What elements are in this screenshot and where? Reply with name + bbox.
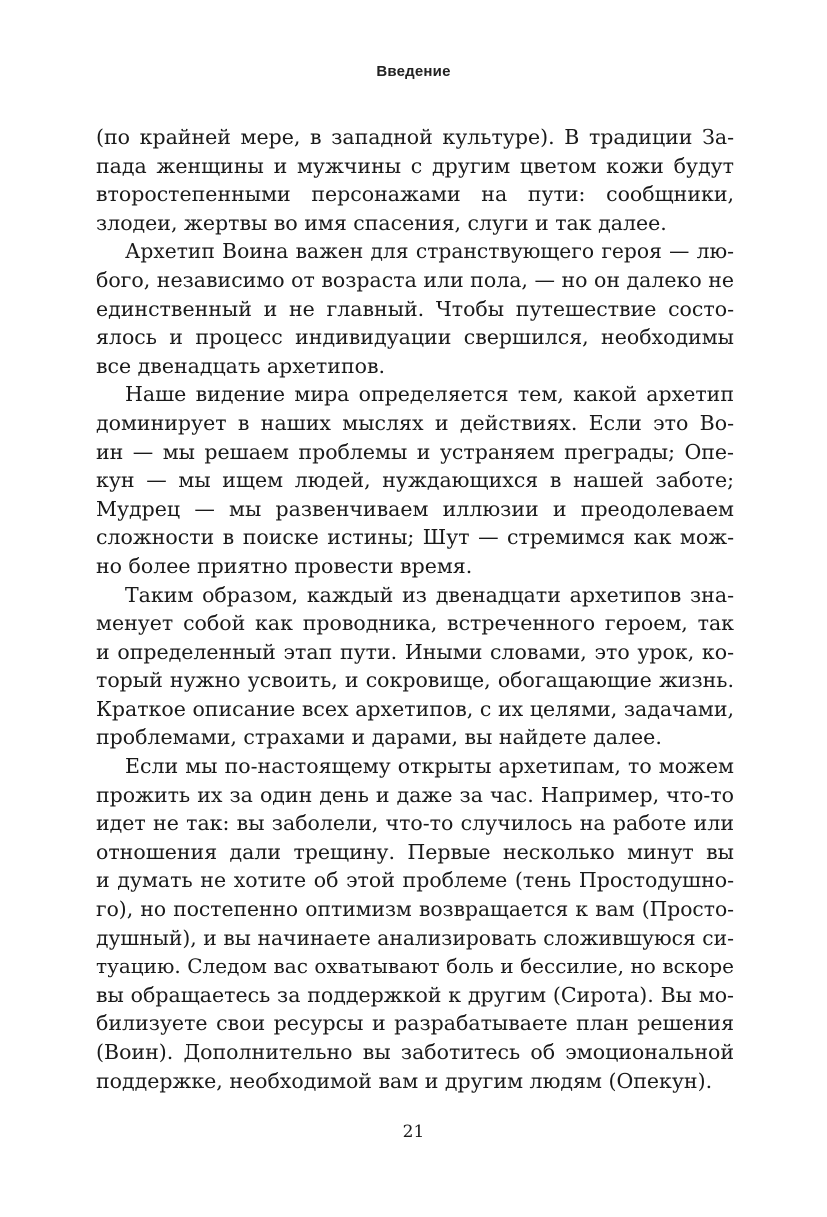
text-line: Краткое описание всех архетипов, с их целями, задачами, [96, 696, 734, 721]
text-line: все двенадцать архетипов. [96, 353, 386, 378]
text-line: душный), и вы начинаете анализировать сложившуюся си- [96, 925, 734, 950]
page-number: 21 [402, 1122, 425, 1142]
text-line: второстепенными персонажами на пути: сообщники, [96, 182, 734, 207]
text-line: и думать не хотите об этой проблеме (тень Простодушно- [96, 868, 734, 893]
text-line: и определенный этап пути. Иными словами, это урок, ко- [96, 639, 734, 664]
text-line: Мудрец — мы развенчиваем иллюзии и преодолеваем [96, 496, 734, 521]
text-line: прожить их за один день и даже за час. Например, что-то [96, 782, 734, 807]
text-line: сложности в поиске истины; Шут — стремимся как мож- [96, 525, 734, 550]
paragraph [96, 237, 734, 380]
running-header: Введение [376, 63, 451, 80]
text-line: билизуете свои ресурсы и разрабатываете план решения [96, 1011, 734, 1036]
text-line: (Воин). Дополнительно вы заботитесь об эмоциональной [96, 1040, 734, 1064]
text-line: единственный и не главный. Чтобы путешествие состо- [96, 296, 734, 321]
text-line: Архетип Воина важен для странствующего героя — лю- [125, 239, 734, 264]
text-line: идет не так: вы заболели, что-то случилось на работе или [96, 811, 734, 836]
text-line: Наше видение мира определяется тем, какой архетип [125, 382, 734, 407]
text-line: проблемами, страхами и дарами, вы найдете далее. [96, 725, 662, 750]
paragraph [96, 123, 734, 237]
text-line: менует собой как проводника, встреченного героем, так [96, 611, 734, 636]
paragraph [96, 380, 734, 580]
text-line: торый нужно усвоить, и сокровище, обогащающие жизнь. [96, 668, 734, 693]
text-line: туацию. Следом вас охватывают боль и бессилие, но вскоре [96, 954, 734, 979]
text-line: бого, независимо от возраста или пола, — но он далеко не [96, 267, 734, 292]
text-line: ин — мы решаем проблемы и устраняем преграды; Опе- [96, 439, 734, 464]
text-line: пада женщины и мужчины с другим цветом кожи будут [96, 153, 734, 178]
paragraph [96, 581, 734, 753]
text-line: поддержке, необходимой вам и другим людям (Опекун). [96, 1068, 713, 1093]
text-line: (по крайней мере, в западной культуре). В традиции За- [96, 125, 734, 149]
text-line: но более приятно провести время. [96, 553, 473, 578]
text-line: доминирует в наших мыслях и действиях. Если это Во- [96, 410, 734, 435]
text-line: Таким образом, каждый из двенадцати архетипов зна- [125, 582, 734, 607]
text-line: ялось и процесс индивидуации свершился, необходимы [96, 325, 734, 350]
paragraph [96, 752, 734, 1095]
text-line: Если мы по-настоящему открыты архетипам, то можем [125, 754, 734, 779]
text-line: злодеи, жертвы во имя спасения, слуги и так далее. [96, 210, 667, 235]
text-line: отношения дали трещину. Первые несколько минут вы [96, 839, 734, 864]
body-text [96, 123, 734, 1095]
text-line: кун — мы ищем людей, нуждающихся в нашей заботе; [96, 468, 734, 493]
text-line: вы обращаетесь за поддержкой к другим (Сирота). Вы мо- [96, 982, 734, 1007]
text-line: го), но постепенно оптимизм возвращается к вам (Просто- [96, 897, 734, 922]
